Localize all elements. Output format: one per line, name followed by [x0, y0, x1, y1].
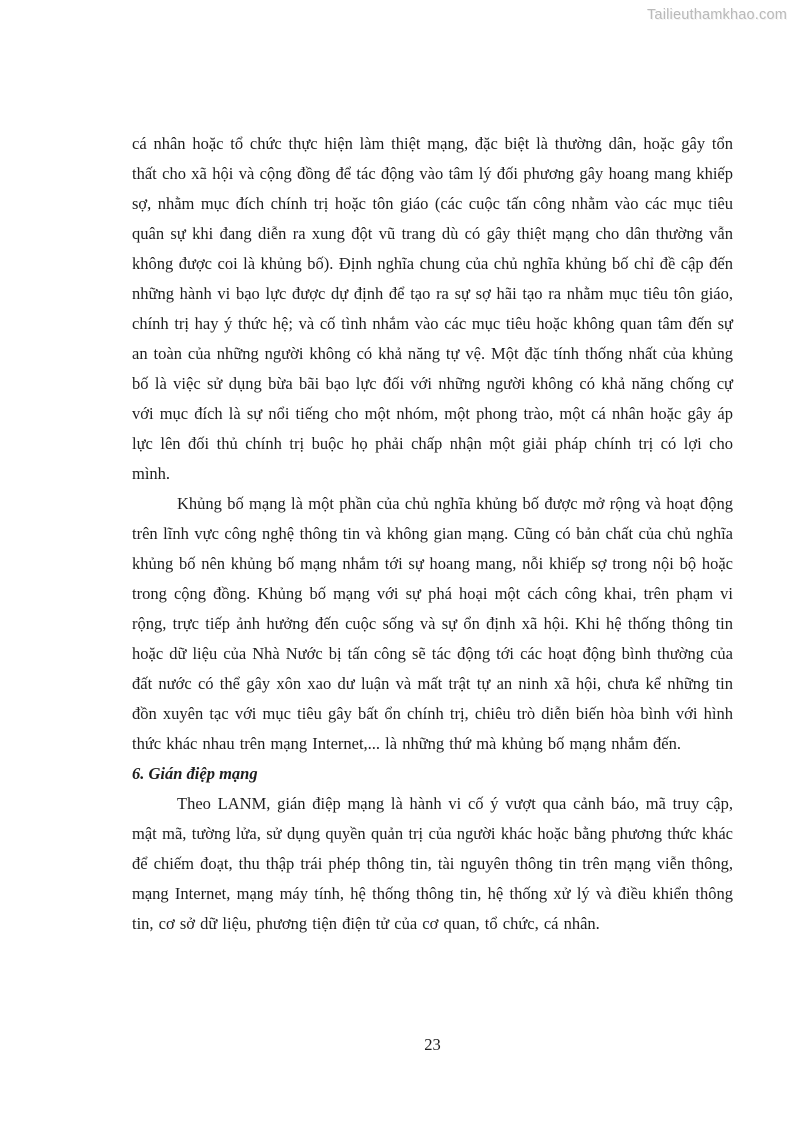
paragraph-terrorism-definition: cá nhân hoặc tổ chức thực hiện làm thiệt mạng, đặc biệt là thường dân, hoặc gây tổn thất cho xã hội và cộng đồng để tác động vào tâm lý đối phương gây hoang mang khiếp sợ, nhằm mục đích chính trị hoặc tôn giáo (các cuộc tấn công nhằm vào các mục tiêu quân sự khi đang diễn ra xung đột vũ trang dù có gây thiệt mạng cho dân thường vẫn không được coi là khủng bố). Định nghĩa chung của chủ nghĩa khủng bố chỉ đề cập đến những hành vi bạo lực được dự định để tạo ra sự sợ hãi tạo ra nhằm mục tiêu tôn giáo, chính trị hay ý thức hệ; và cố tình nhắm vào các mục tiêu hoặc không quan tâm đến sự an toàn của những người không có khả năng tự vệ. Một đặc tính thống nhất của khủng bố là việc sử dụng bừa bãi bạo lực đối với những người không có khả năng chống cự với mục đích là sự nổi tiếng cho một nhóm, một phong trào, một cá nhân hoặc gây áp lực lên đối thủ chính trị buộc họ phải chấp nhận một giải pháp chính trị có lợi cho mình. — [132, 134, 733, 483]
paragraph-cyber-terrorism: Khủng bố mạng là một phần của chủ nghĩa khủng bố được mở rộng và hoạt động trên lĩnh vực công nghệ thông tin và không gian mạng. Cũng có bản chất của chủ nghĩa khủng bố nên khủng bố mạng nhắm tới sự hoang mang, nỗi khiếp sợ trong nội bộ hoặc trong cộng đồng. Khủng bố mạng với sự phá hoại một cách công khai, trên phạm vi rộng, trực tiếp ảnh hưởng đến cuộc sống và sự ổn định xã hội. Khi hệ thống thông tin hoặc dữ liệu của Nhà Nước bị tấn công sẽ tác động tới các hoạt động bình thường của đất nước có thể gây xôn xao dư luận và mất trật tự an ninh xã hội, chưa kể những tin đồn xuyên tạc với mục tiêu gây bất ổn chính trị, chiêu trò diễn biến hòa bình với hình thức khác nhau trên mạng Internet,... là những thứ mà khủng bố mạng nhắm đến. — [132, 494, 733, 753]
document-content — [132, 129, 733, 939]
paragraph-cyber-espionage: Theo LANM, gián điệp mạng là hành vi cố ý vượt qua cảnh báo, mã truy cập, mật mã, tường lửa, sử dụng quyền quản trị của người khác hoặc bằng phương thức khác để chiếm đoạt, thu thập trái phép thông tin, tài nguyên thông tin trên mạng viễn thông, mạng Internet, mạng máy tính, hệ thống thông tin, hệ thống xử lý và điều khiển thông tin, cơ sở dữ liệu, phương tiện điện tử của cơ quan, tổ chức, cá nhân. — [132, 794, 733, 933]
watermark: Tailieuthamkhao.com — [646, 7, 787, 23]
section-heading-cyber-espionage: 6. Gián điệp mạng — [132, 764, 258, 783]
page-number: 23 — [424, 1035, 441, 1054]
